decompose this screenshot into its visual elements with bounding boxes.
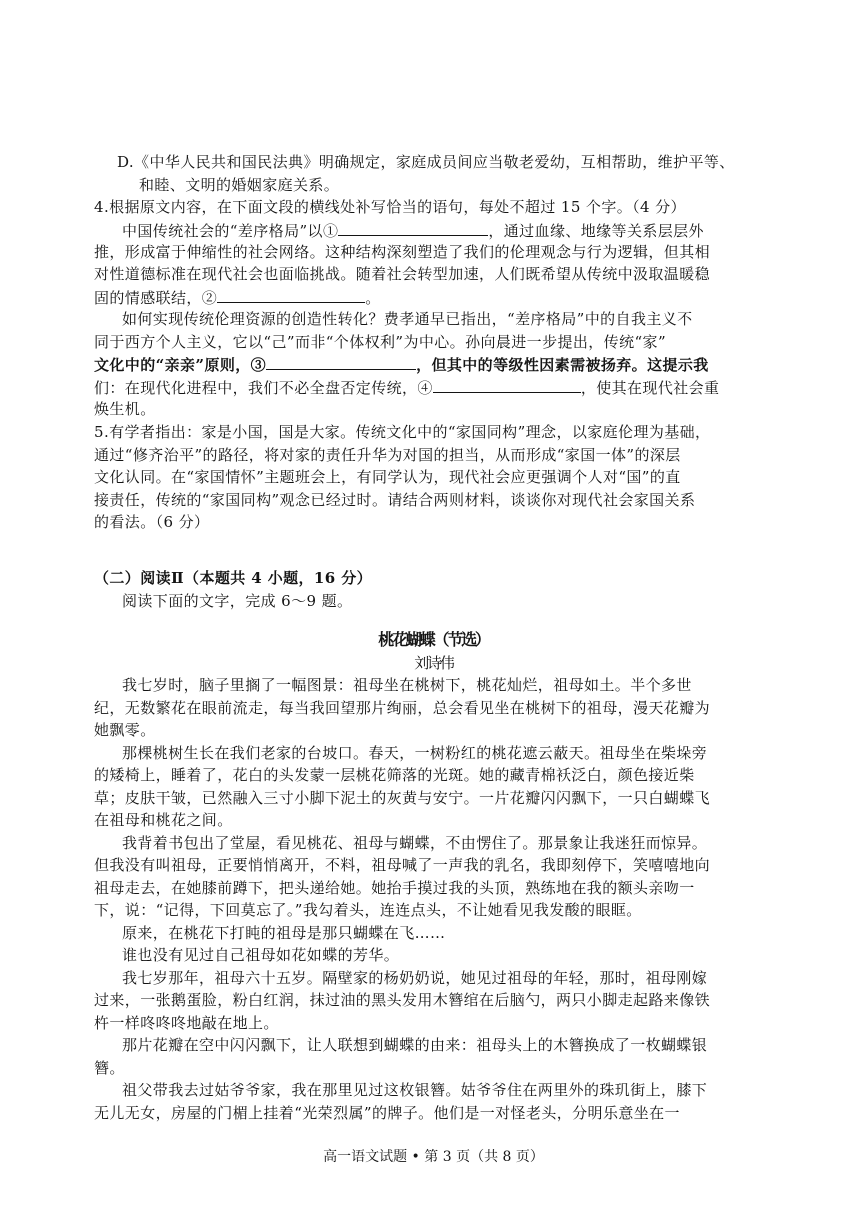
q5-line5: 的看法。（6 分） [94,513,210,531]
q5-line3: 文化认同。在“家国情怀”主题班会上，有同学认为，现代社会应更强调个人对“国”的直 [94,468,681,486]
story-line: 谁也没有见过自己祖母如花如蝶的芳华。 [122,946,400,964]
q4-stem: 4.根据原文内容，在下面文段的横线处补写恰当的语句，每处不超过 15 个字。（4 分） [94,198,686,216]
q5-line4: 接责任，传统的“家国同构”观念已经过时。请结合两则材料，谈谈你对现代社会家国关系 [94,491,696,509]
q4-line4-part-a: 固的情感联结，② [94,289,218,307]
story-line: 祖父带我去过姑爷爷家，我在那里见过这枚银簪。姑爷爷住在两里外的珠玑街上，膝下 [122,1081,708,1099]
q3-option-d-line1: D.《中华人民共和国民法典》明确规定，家庭成员间应当敬老爱幼，互相帮助，维护平等、 [117,153,735,171]
story-line: 杵一样咚咚咚地敲在地上。 [94,1014,279,1032]
section-instruction: 阅读下面的文字，完成 6～9 题。 [122,592,353,610]
page-footer: 高一语文试题 • 第 3 页（共 8 页） [323,1149,544,1165]
story-line: 在祖母和桃花之间。 [94,811,233,829]
q4-line8-part-b: ，使其在现代社会重 [580,379,720,397]
story-line: 那棵桃树生长在我们老家的台坡口。春天，一树粉红的桃花遮云蔽天。祖母坐在柴垛旁 [122,744,708,762]
q3-option-d-line2: 和睦、文明的婚姻家庭关系。 [139,176,340,194]
story-author: 刘诗伟 [414,654,453,672]
q4-line4 [94,288,381,307]
story-line: 的矮椅上，睡着了，花白的头发蒙一层桃花筛落的光斑。她的藏青棉袄泛白，颜色接近柴 [94,766,695,784]
q4-line3: 对性道德标准在现代社会也面临挑战。随着社会转型加速，人们既希望从传统中汲取温暖稳 [94,265,711,283]
q4-line8 [94,378,719,397]
section-heading: （二）阅读Ⅱ（本题共 4 小题，16 分） [94,569,373,587]
story-line: 祖母走去，在她膝前蹲下，把头递给她。她抬手摸过我的头顶，熟练地在我的额头亲吻一 [94,879,695,897]
q5-line1: 5.有学者指出：家是小国，国是大家。传统文化中的“家国同构”理念，以家庭伦理为基础， [94,423,711,441]
q4-line7-part-a: 文化中的“亲亲”原则，③ [94,356,267,374]
story-line: 原来，在桃花下打盹的祖母是那只蝴蝶在飞…… [122,924,446,942]
story-line: 簪。 [94,1059,125,1077]
q4-line1-part-b: ，通过血缘、地缘等关系层层外 [488,222,704,240]
story-line: 她飘零。 [94,721,156,739]
answer-blank-1[interactable] [338,221,488,236]
q4-line4-part-b: 。 [365,289,381,307]
q4-line7 [94,355,709,374]
story-title: 桃花蝴蝶（节选） [378,630,489,649]
q4-line2: 推，形成富于伸缩性的社会网络。这种结构深刻塑造了我们的伦理观念与行为逻辑，但其相 [94,243,711,261]
story-line: 我背着书包出了堂屋，看见桃花、祖母与蝴蝶，不由愣住了。那景象让我迷狂而惊异。 [122,834,708,852]
q4-line7-part-b: ，但其中的等级性因素需被扬弃。这提示我 [416,356,709,374]
answer-blank-4[interactable] [433,378,581,393]
story-line: 我七岁那年，祖母六十五岁。隔壁家的杨奶奶说，她见过祖母的年轻，那时，祖母刚嫁 [122,969,708,987]
q5-line2: 通过“修齐治平”的路径，将对家的责任升华为对国的担当，从而形成“家国一体”的深层 [94,446,681,464]
story-line: 纪，无数繁花在眼前流走，每当我回望那片绚丽，总会看见坐在桃树下的祖母，漫天花瓣为 [94,699,711,717]
answer-blank-2[interactable] [217,288,365,303]
story-line: 我七岁时，脑子里搁了一幅图景：祖母坐在桃树下，桃花灿烂，祖母如土。半个多世 [122,676,692,694]
story-line: 那片花瓣在空中闪闪飘下，让人联想到蝴蝶的由来：祖母头上的木簪换成了一枚蝴蝶银 [122,1036,708,1054]
story-line: 无儿无女，房屋的门楣上挂着“光荣烈属”的牌子。他们是一对怪老头，分明乐意坐在一 [94,1104,680,1122]
story-line: 过来，一张鹅蛋脸，粉白红润，抹过油的黑头发用木簪绾在后脑勺，两只小脚走起路来像铁 [94,991,711,1009]
q4-line8-part-a: 们：在现代化进程中，我们不必全盘否定传统，④ [94,379,433,397]
answer-blank-3[interactable] [266,355,416,370]
q4-line1-part-a: 中国传统社会的“差序格局”以① [122,222,339,240]
story-line: 但我没有叫祖母，正要悄悄离开，不料，祖母喊了一声我的乳名，我即刻停下，笑嘻嘻地向 [94,856,711,874]
q4-line1 [122,221,704,240]
q4-line6: 同于西方个人主义，它以“己”而非“个体权利”为中心。孙向晨进一步提出，传统“家” [94,333,667,351]
story-line: 草；皮肤干皱，已然融入三寸小脚下泥土的灰黄与安宁。一片花瓣闪闪飘下，一只白蝴蝶飞 [94,789,711,807]
q4-line9: 焕生机。 [94,400,156,418]
story-line: 下，说：“记得，下回莫忘了。”我勾着头，连连点头，不让她看见我发酸的眼眶。 [94,901,642,919]
q4-line5: 如何实现传统伦理资源的创造性转化？费孝通早已指出，“差序格局”中的自我主义不 [122,310,693,328]
